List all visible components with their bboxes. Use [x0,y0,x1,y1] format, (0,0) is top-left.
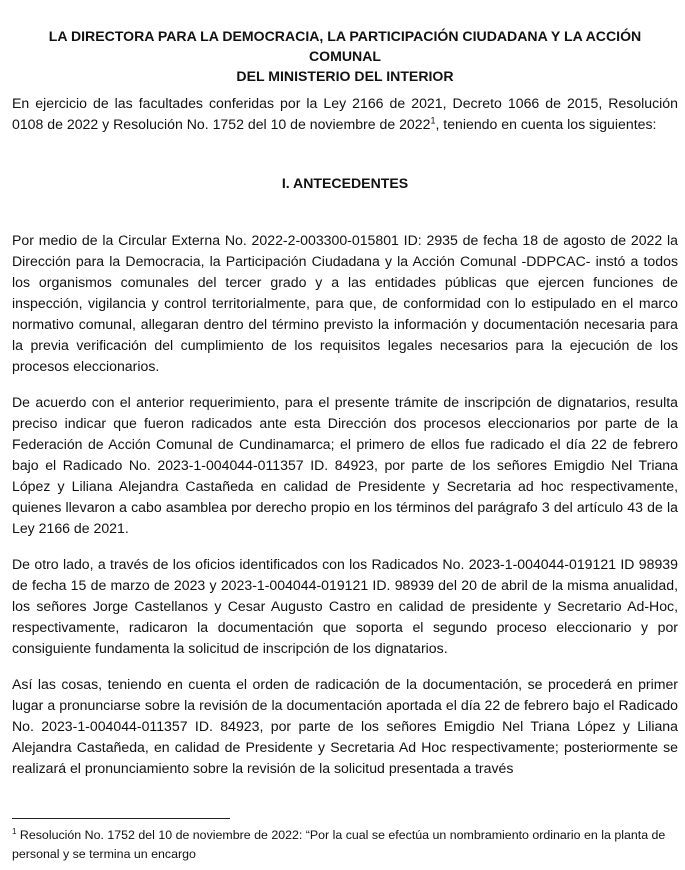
intro-text-after: , teniendo en cuenta los siguientes: [435,116,657,132]
paragraph-orden-radicacion: Así las cosas, teniendo en cuenta el orden de radicación de la documentación, se procederá en primer lugar a pronunciarse sobre la revisión de la documentación aportada el día 22 de febrero bajo el Radicado No. 2023-1-004044-011357 ID. 84923, por parte de los señores Emigdio Nel Triana López y Liliana Alejandra Castañeda, en calidad de Presidente y Secretaria Ad Hoc respectivamente; posteriormente se realizará el pronunciamiento sobre la revisión de la solicitud presentada a través [12,676,678,776]
paragraph-circular: Por medio de la Circular Externa No. 2022-2-003300-015801 ID: 2935 de fecha 18 de agosto de 2022 la Dirección para la Democracia, la Participación Ciudadana y la Acción Comunal -DDPCAC- instó a todos los organismos comunales del tercer grado y a las entidades públicas que ejercen funciones de inspección, vigilancia y control territorialmente, para que, de conformidad con lo estipulado en el marco normativo comunal, allegaran dentro del término previsto la información y documentación necesaria para la previa verificación del cumplimiento de los requisitos legales necesarios para la ejecución de los procesos eleccionarios. [12,232,678,374]
footnote-text: Resolución No. 1752 del 10 de noviembre de 2022: “Por la cual se efectúa un nombramiento ordinario en la planta de personal y se termina un encargo [12,828,666,861]
footnote-number: 1 [12,826,17,836]
document-heading-line-2: DEL MINISTERIO DEL INTERIOR [236,68,454,84]
paragraph-requerimiento: De acuerdo con el anterior requerimiento, para el presente trámite de inscripción de dignatarios, resulta preciso indicar que fueron radicados ante esta Dirección dos procesos eleccionarios por parte de la Federación de Acción Comunal de Cundinamarca; el primero de ellos fue radicado el día 22 de febrero bajo el Radicado No. 2023-1-004044-011357 ID. 84923, por parte de los señores Emigdio Nel Triana López y Liliana Alejandra Castañeda en calidad de Presidente y Secretaria ad hoc respectivamente, quienes llevaron a cabo asamblea por derecho propio en los términos del parágrafo 3 del artículo 43 de la Ley 2166 de 2021. [12,394,678,536]
document-heading-line-1: LA DIRECTORA PARA LA DEMOCRACIA, LA PARTICIPACIÓN CIUDADANA Y LA ACCIÓN COMUNAL [48,28,642,64]
intro-text-before: En ejercicio de las facultades conferidas por la Ley 2166 de 2021, Decreto 1066 de 2015, Resolución 0108 de 2022 y Resolución No. 1752 del 10 de noviembre de 2022 [12,95,678,132]
intro-paragraph [12,93,678,135]
footnote [12,826,674,864]
paragraph-oficios: De otro lado, a través de los oficios identificados con los Radicados No. 2023-1-004044-019121 ID 98939 de fecha 15 de marzo de 2023 y 2023-1-004044-019121 ID. 98939 del 20 de abril de la misma anualidad, los señores Jorge Castellanos y Cesar Augusto Castro en calidad de presidente y Secretario Ad-Hoc, respectivamente, radicaron la documentación que soporta el segundo proceso eleccionario y por consiguiente fundamenta la solicitud de inscripción de los dignatarios. [12,556,678,656]
footnote-divider [12,818,230,819]
section-title: I. ANTECEDENTES [281,175,409,191]
document-page [12,26,678,779]
footnote-reference[interactable]: 1 [430,115,436,126]
